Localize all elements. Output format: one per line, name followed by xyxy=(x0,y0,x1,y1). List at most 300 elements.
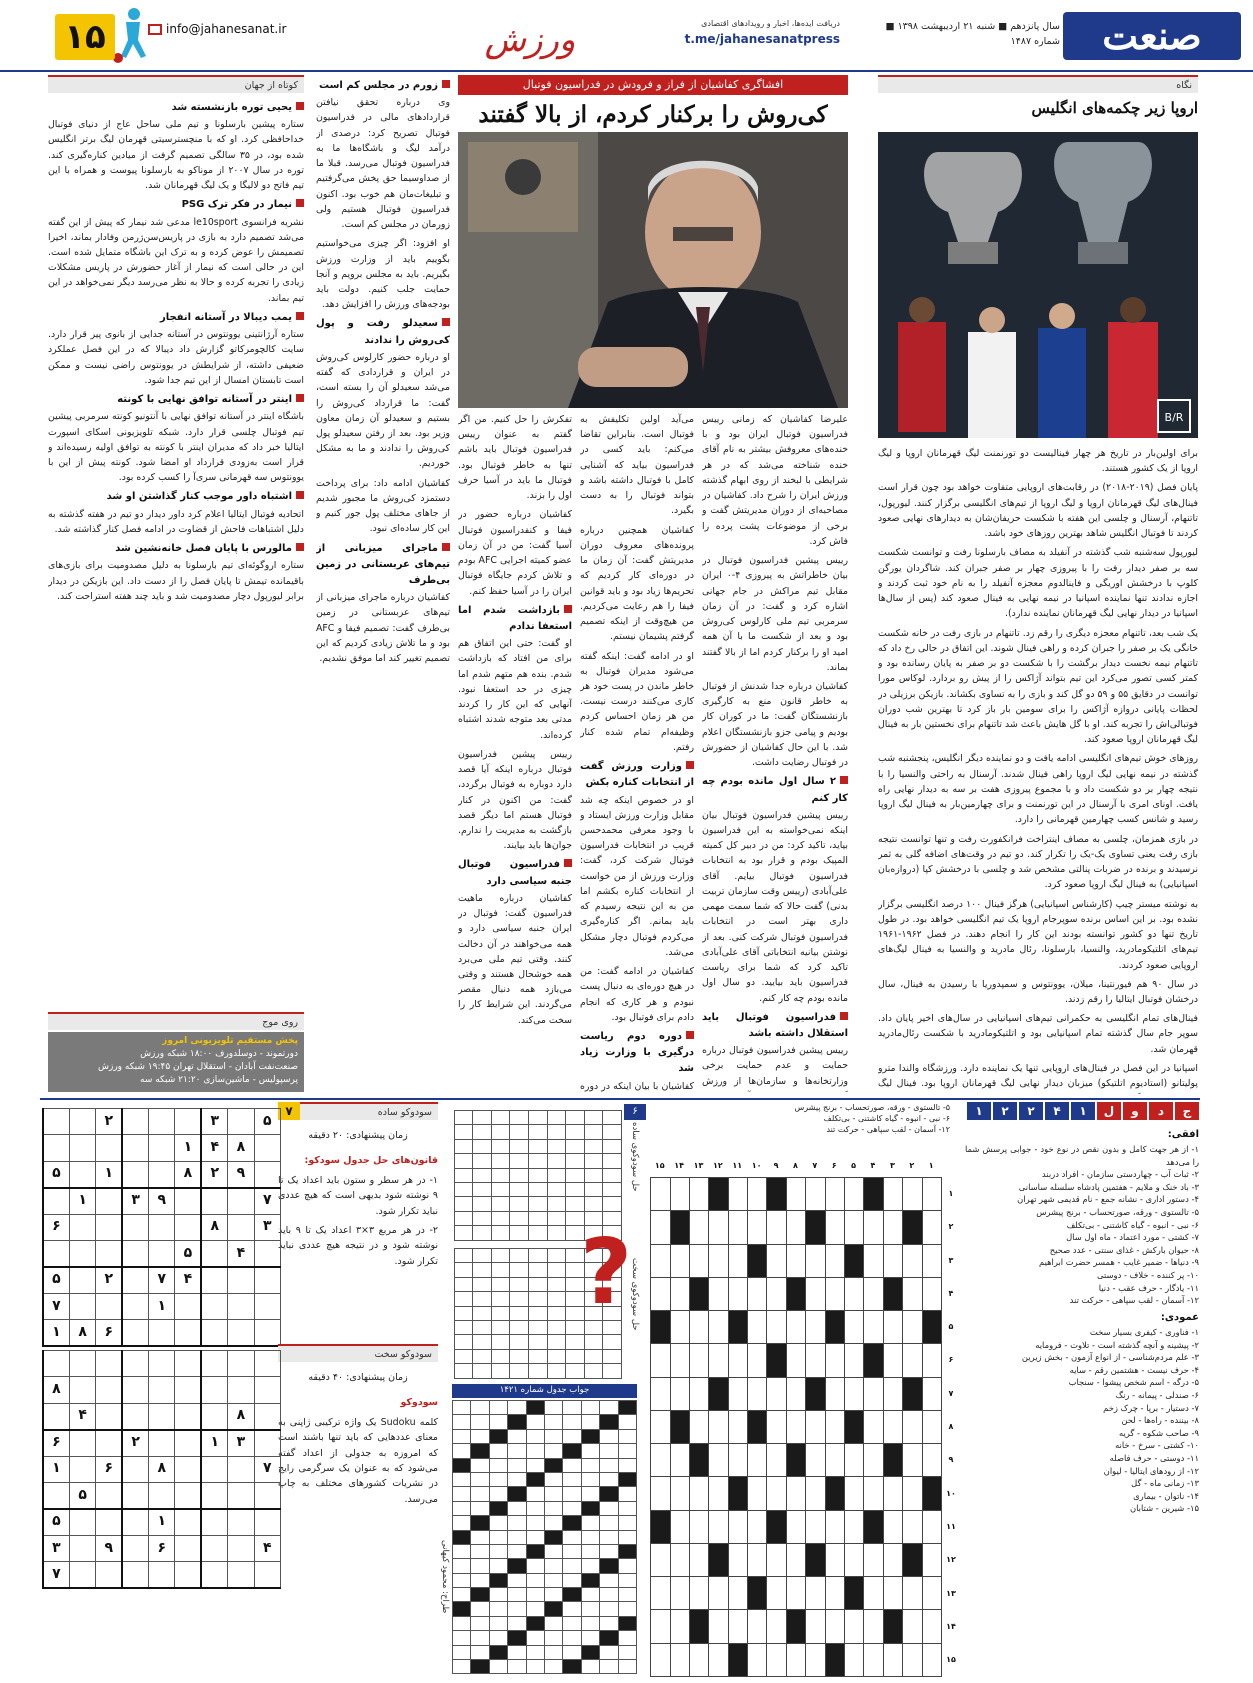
crossword-cell[interactable] xyxy=(767,1377,786,1410)
crossword-cell[interactable] xyxy=(845,1311,864,1344)
crossword-cell[interactable] xyxy=(883,1410,902,1443)
sudoku-cell[interactable] xyxy=(149,1240,175,1266)
sudoku-cell[interactable] xyxy=(43,1240,69,1266)
crossword-cell[interactable] xyxy=(670,1178,689,1211)
sudoku-cell[interactable] xyxy=(254,1430,280,1456)
crossword-cell[interactable] xyxy=(767,1477,786,1510)
crossword-cell[interactable] xyxy=(864,1543,883,1576)
crossword-cell[interactable] xyxy=(864,1311,883,1344)
crossword-cell[interactable] xyxy=(922,1577,941,1610)
sudoku-cell[interactable] xyxy=(69,1135,95,1161)
sudoku-cell[interactable] xyxy=(201,1293,227,1319)
sudoku-cell[interactable] xyxy=(228,1535,254,1561)
crossword-cell[interactable] xyxy=(903,1477,922,1510)
sudoku-cell[interactable] xyxy=(122,1320,148,1346)
crossword-cell[interactable] xyxy=(748,1344,767,1377)
crossword-cell[interactable] xyxy=(883,1178,902,1211)
crossword-cell[interactable] xyxy=(709,1410,728,1443)
crossword-cell[interactable] xyxy=(806,1444,825,1477)
sudoku-cell[interactable] xyxy=(43,1351,69,1377)
crossword-cell[interactable] xyxy=(670,1444,689,1477)
sudoku-cell[interactable] xyxy=(122,1135,148,1161)
sudoku-cell[interactable] xyxy=(254,1240,280,1266)
crossword-cell[interactable] xyxy=(689,1344,708,1377)
crossword-cell[interactable] xyxy=(709,1211,728,1244)
sudoku-cell[interactable] xyxy=(175,1214,201,1240)
sudoku-cell[interactable] xyxy=(228,1188,254,1214)
sudoku-cell[interactable] xyxy=(228,1351,254,1377)
crossword-cell[interactable] xyxy=(689,1577,708,1610)
sudoku-cell[interactable] xyxy=(201,1351,227,1377)
sudoku-cell[interactable] xyxy=(69,1509,95,1535)
crossword-cell[interactable] xyxy=(670,1344,689,1377)
crossword-cell[interactable] xyxy=(845,1277,864,1310)
sudoku-cell[interactable] xyxy=(69,1240,95,1266)
sudoku-cell[interactable] xyxy=(69,1377,95,1403)
crossword-cell[interactable] xyxy=(651,1610,671,1643)
crossword-cell[interactable] xyxy=(767,1643,786,1676)
crossword-cell[interactable] xyxy=(786,1211,805,1244)
sudoku-cell[interactable] xyxy=(201,1509,227,1535)
crossword-cell[interactable] xyxy=(825,1410,844,1443)
crossword-cell[interactable] xyxy=(728,1211,747,1244)
sudoku-cell[interactable] xyxy=(254,1403,280,1429)
crossword-cell[interactable] xyxy=(709,1643,728,1676)
sudoku-cell[interactable] xyxy=(175,1430,201,1456)
crossword-cell[interactable] xyxy=(864,1211,883,1244)
crossword-cell[interactable] xyxy=(922,1377,941,1410)
sudoku-cell[interactable] xyxy=(175,1562,201,1588)
sudoku-cell[interactable] xyxy=(149,1109,175,1135)
crossword-cell[interactable] xyxy=(748,1211,767,1244)
crossword-cell[interactable] xyxy=(825,1178,844,1211)
sudoku-cell[interactable] xyxy=(69,1351,95,1377)
sudoku-easy-grid[interactable] xyxy=(42,1108,281,1347)
sudoku-cell[interactable] xyxy=(175,1403,201,1429)
crossword-cell[interactable] xyxy=(670,1510,689,1543)
crossword-cell[interactable] xyxy=(922,1410,941,1443)
crossword-cell[interactable] xyxy=(845,1543,864,1576)
sudoku-cell[interactable] xyxy=(201,1482,227,1508)
crossword-cell[interactable] xyxy=(922,1610,941,1643)
sudoku-cell[interactable] xyxy=(149,1161,175,1187)
crossword-cell[interactable] xyxy=(728,1377,747,1410)
crossword-cell[interactable] xyxy=(728,1510,747,1543)
crossword-cell[interactable] xyxy=(786,1178,805,1211)
crossword-cell[interactable] xyxy=(903,1444,922,1477)
crossword-cell[interactable] xyxy=(767,1577,786,1610)
crossword-cell[interactable] xyxy=(748,1444,767,1477)
crossword-cell[interactable] xyxy=(651,1577,671,1610)
sudoku-cell[interactable] xyxy=(96,1482,122,1508)
crossword-cell[interactable] xyxy=(709,1610,728,1643)
sudoku-cell[interactable] xyxy=(175,1535,201,1561)
sudoku-cell[interactable] xyxy=(43,1482,69,1508)
sudoku-cell[interactable] xyxy=(228,1509,254,1535)
sudoku-cell[interactable] xyxy=(254,1135,280,1161)
sudoku-cell[interactable] xyxy=(201,1240,227,1266)
crossword-cell[interactable] xyxy=(786,1477,805,1510)
sudoku-cell[interactable] xyxy=(254,1509,280,1535)
sudoku-cell[interactable] xyxy=(69,1109,95,1135)
crossword-cell[interactable] xyxy=(651,1211,671,1244)
crossword-cell[interactable] xyxy=(689,1311,708,1344)
sudoku-cell[interactable] xyxy=(122,1377,148,1403)
crossword-cell[interactable] xyxy=(883,1510,902,1543)
crossword-cell[interactable] xyxy=(922,1344,941,1377)
sudoku-cell[interactable] xyxy=(254,1482,280,1508)
crossword-cell[interactable] xyxy=(806,1244,825,1277)
crossword-cell[interactable] xyxy=(767,1543,786,1576)
sudoku-cell[interactable] xyxy=(175,1320,201,1346)
crossword-cell[interactable] xyxy=(670,1277,689,1310)
crossword-cell[interactable] xyxy=(748,1311,767,1344)
sudoku-cell[interactable] xyxy=(254,1562,280,1588)
crossword-cell[interactable] xyxy=(845,1610,864,1643)
crossword-cell[interactable] xyxy=(651,1178,671,1211)
sudoku-cell[interactable] xyxy=(228,1456,254,1482)
crossword-cell[interactable] xyxy=(728,1277,747,1310)
crossword-cell[interactable] xyxy=(883,1577,902,1610)
crossword-cell[interactable] xyxy=(864,1577,883,1610)
sudoku-cell[interactable] xyxy=(122,1240,148,1266)
sudoku-cell[interactable] xyxy=(175,1351,201,1377)
crossword-cell[interactable] xyxy=(728,1244,747,1277)
crossword-cell[interactable] xyxy=(651,1444,671,1477)
crossword-cell[interactable] xyxy=(670,1643,689,1676)
sudoku-cell[interactable] xyxy=(122,1482,148,1508)
crossword-cell[interactable] xyxy=(806,1410,825,1443)
crossword-cell[interactable] xyxy=(709,1577,728,1610)
crossword-cell[interactable] xyxy=(651,1377,671,1410)
crossword-cell[interactable] xyxy=(922,1178,941,1211)
crossword-cell[interactable] xyxy=(806,1477,825,1510)
sudoku-cell[interactable] xyxy=(228,1320,254,1346)
sudoku-cell[interactable] xyxy=(228,1267,254,1293)
sudoku-cell[interactable] xyxy=(69,1267,95,1293)
sudoku-cell[interactable] xyxy=(201,1188,227,1214)
crossword-cell[interactable] xyxy=(864,1377,883,1410)
crossword-cell[interactable] xyxy=(670,1377,689,1410)
crossword-cell[interactable] xyxy=(806,1178,825,1211)
crossword-cell[interactable] xyxy=(786,1577,805,1610)
sudoku-cell[interactable] xyxy=(254,1161,280,1187)
crossword-cell[interactable] xyxy=(670,1577,689,1610)
sudoku-cell[interactable] xyxy=(228,1109,254,1135)
crossword-cell[interactable] xyxy=(922,1510,941,1543)
sudoku-cell[interactable] xyxy=(254,1293,280,1319)
crossword-cell[interactable] xyxy=(903,1643,922,1676)
crossword-cell[interactable] xyxy=(728,1178,747,1211)
sudoku-cell[interactable] xyxy=(201,1535,227,1561)
crossword-cell[interactable] xyxy=(845,1377,864,1410)
crossword-cell[interactable] xyxy=(689,1543,708,1576)
sudoku-cell[interactable] xyxy=(122,1562,148,1588)
crossword-cell[interactable] xyxy=(748,1510,767,1543)
crossword-cell[interactable] xyxy=(689,1410,708,1443)
crossword-cell[interactable] xyxy=(922,1444,941,1477)
crossword-cell[interactable] xyxy=(806,1643,825,1676)
crossword-cell[interactable] xyxy=(728,1610,747,1643)
crossword-cell[interactable] xyxy=(689,1211,708,1244)
sudoku-cell[interactable] xyxy=(122,1109,148,1135)
crossword-cell[interactable] xyxy=(786,1510,805,1543)
sudoku-cell[interactable] xyxy=(96,1430,122,1456)
crossword-cell[interactable] xyxy=(903,1244,922,1277)
crossword-grid[interactable] xyxy=(650,1177,942,1677)
crossword-cell[interactable] xyxy=(786,1377,805,1410)
sudoku-cell[interactable] xyxy=(69,1535,95,1561)
crossword-cell[interactable] xyxy=(883,1377,902,1410)
sudoku-cell[interactable] xyxy=(149,1562,175,1588)
crossword-cell[interactable] xyxy=(806,1577,825,1610)
crossword-cell[interactable] xyxy=(883,1344,902,1377)
crossword-cell[interactable] xyxy=(786,1543,805,1576)
crossword-cell[interactable] xyxy=(825,1244,844,1277)
sudoku-cell[interactable] xyxy=(254,1320,280,1346)
crossword-cell[interactable] xyxy=(709,1510,728,1543)
crossword-cell[interactable] xyxy=(748,1643,767,1676)
crossword-cell[interactable] xyxy=(864,1410,883,1443)
crossword-cell[interactable] xyxy=(728,1543,747,1576)
sudoku-cell[interactable] xyxy=(175,1482,201,1508)
sudoku-cell[interactable] xyxy=(201,1377,227,1403)
sudoku-cell[interactable] xyxy=(96,1351,122,1377)
crossword-cell[interactable] xyxy=(806,1344,825,1377)
crossword-cell[interactable] xyxy=(883,1477,902,1510)
sudoku-cell[interactable] xyxy=(175,1293,201,1319)
sudoku-cell[interactable] xyxy=(254,1267,280,1293)
crossword-cell[interactable] xyxy=(883,1244,902,1277)
crossword-cell[interactable] xyxy=(728,1444,747,1477)
sudoku-cell[interactable] xyxy=(122,1456,148,1482)
crossword-cell[interactable] xyxy=(883,1643,902,1676)
sudoku-cell[interactable] xyxy=(201,1456,227,1482)
sudoku-cell[interactable] xyxy=(149,1430,175,1456)
sudoku-cell[interactable] xyxy=(122,1403,148,1429)
sudoku-cell[interactable] xyxy=(228,1562,254,1588)
crossword-cell[interactable] xyxy=(767,1444,786,1477)
crossword-cell[interactable] xyxy=(864,1477,883,1510)
crossword-cell[interactable] xyxy=(825,1510,844,1543)
sudoku-cell[interactable] xyxy=(122,1214,148,1240)
crossword-cell[interactable] xyxy=(806,1510,825,1543)
sudoku-cell[interactable] xyxy=(175,1509,201,1535)
crossword-cell[interactable] xyxy=(806,1610,825,1643)
crossword-cell[interactable] xyxy=(709,1444,728,1477)
crossword-cell[interactable] xyxy=(689,1377,708,1410)
sudoku-cell[interactable] xyxy=(122,1267,148,1293)
sudoku-cell[interactable] xyxy=(69,1562,95,1588)
crossword-cell[interactable] xyxy=(786,1311,805,1344)
crossword-cell[interactable] xyxy=(651,1643,671,1676)
sudoku-cell[interactable] xyxy=(96,1509,122,1535)
sudoku-cell[interactable] xyxy=(69,1456,95,1482)
sudoku-cell[interactable] xyxy=(96,1214,122,1240)
crossword-cell[interactable] xyxy=(689,1477,708,1510)
sudoku-cell[interactable] xyxy=(149,1351,175,1377)
sudoku-cell[interactable] xyxy=(96,1188,122,1214)
crossword-cell[interactable] xyxy=(825,1610,844,1643)
sudoku-cell[interactable] xyxy=(122,1535,148,1561)
crossword-cell[interactable] xyxy=(709,1477,728,1510)
crossword-cell[interactable] xyxy=(786,1643,805,1676)
email-text[interactable]: info@jahanesanat.ir xyxy=(166,22,287,36)
crossword-cell[interactable] xyxy=(748,1277,767,1310)
crossword-cell[interactable] xyxy=(670,1311,689,1344)
crossword-cell[interactable] xyxy=(689,1643,708,1676)
sudoku-cell[interactable] xyxy=(149,1482,175,1508)
crossword-cell[interactable] xyxy=(767,1311,786,1344)
crossword-cell[interactable] xyxy=(922,1543,941,1576)
sudoku-cell[interactable] xyxy=(149,1135,175,1161)
sudoku-cell[interactable] xyxy=(228,1482,254,1508)
sudoku-cell[interactable] xyxy=(254,1351,280,1377)
sudoku-cell[interactable] xyxy=(96,1377,122,1403)
crossword-cell[interactable] xyxy=(903,1344,922,1377)
crossword-cell[interactable] xyxy=(651,1277,671,1310)
crossword-cell[interactable] xyxy=(845,1344,864,1377)
crossword-cell[interactable] xyxy=(767,1277,786,1310)
sudoku-cell[interactable] xyxy=(69,1161,95,1187)
crossword-cell[interactable] xyxy=(883,1543,902,1576)
crossword-cell[interactable] xyxy=(767,1610,786,1643)
crossword-cell[interactable] xyxy=(825,1377,844,1410)
sudoku-cell[interactable] xyxy=(254,1377,280,1403)
crossword-cell[interactable] xyxy=(864,1277,883,1310)
crossword-cell[interactable] xyxy=(903,1610,922,1643)
crossword-cell[interactable] xyxy=(806,1277,825,1310)
crossword-cell[interactable] xyxy=(864,1643,883,1676)
crossword-cell[interactable] xyxy=(845,1510,864,1543)
crossword-cell[interactable] xyxy=(709,1244,728,1277)
sudoku-cell[interactable] xyxy=(149,1403,175,1429)
crossword-cell[interactable] xyxy=(670,1477,689,1510)
crossword-cell[interactable] xyxy=(825,1344,844,1377)
crossword-cell[interactable] xyxy=(786,1344,805,1377)
sudoku-cell[interactable] xyxy=(175,1109,201,1135)
sudoku-cell[interactable] xyxy=(43,1403,69,1429)
crossword-cell[interactable] xyxy=(845,1211,864,1244)
crossword-cell[interactable] xyxy=(825,1277,844,1310)
crossword-cell[interactable] xyxy=(670,1610,689,1643)
crossword-cell[interactable] xyxy=(728,1344,747,1377)
crossword-cell[interactable] xyxy=(922,1211,941,1244)
sudoku-cell[interactable] xyxy=(228,1214,254,1240)
crossword-cell[interactable] xyxy=(825,1444,844,1477)
sudoku-cell[interactable] xyxy=(228,1377,254,1403)
contact-email[interactable] xyxy=(148,20,288,39)
sudoku-cell[interactable] xyxy=(149,1214,175,1240)
sudoku-cell[interactable] xyxy=(228,1293,254,1319)
sudoku-cell[interactable] xyxy=(149,1377,175,1403)
crossword-cell[interactable] xyxy=(864,1444,883,1477)
crossword-cell[interactable] xyxy=(845,1477,864,1510)
crossword-cell[interactable] xyxy=(845,1643,864,1676)
sudoku-cell[interactable] xyxy=(96,1403,122,1429)
crossword-cell[interactable] xyxy=(903,1178,922,1211)
sudoku-cell[interactable] xyxy=(175,1188,201,1214)
crossword-cell[interactable] xyxy=(767,1211,786,1244)
crossword-cell[interactable] xyxy=(903,1510,922,1543)
crossword-cell[interactable] xyxy=(786,1244,805,1277)
crossword-cell[interactable] xyxy=(767,1410,786,1443)
crossword-cell[interactable] xyxy=(709,1344,728,1377)
crossword-cell[interactable] xyxy=(670,1543,689,1576)
crossword-cell[interactable] xyxy=(864,1610,883,1643)
crossword-cell[interactable] xyxy=(767,1244,786,1277)
crossword-cell[interactable] xyxy=(728,1410,747,1443)
sudoku-hard-grid[interactable] xyxy=(42,1350,281,1589)
sudoku-cell[interactable] xyxy=(201,1403,227,1429)
telegram-link[interactable]: t.me/jahanesanatpress xyxy=(684,32,840,47)
crossword-cell[interactable] xyxy=(903,1311,922,1344)
sudoku-cell[interactable] xyxy=(96,1562,122,1588)
crossword-cell[interactable] xyxy=(903,1277,922,1310)
sudoku-cell[interactable] xyxy=(96,1135,122,1161)
crossword-cell[interactable] xyxy=(709,1277,728,1310)
crossword-cell[interactable] xyxy=(709,1311,728,1344)
crossword-cell[interactable] xyxy=(825,1577,844,1610)
sudoku-cell[interactable] xyxy=(96,1240,122,1266)
crossword-cell[interactable] xyxy=(651,1344,671,1377)
crossword-cell[interactable] xyxy=(748,1477,767,1510)
crossword-cell[interactable] xyxy=(825,1211,844,1244)
crossword-cell[interactable] xyxy=(903,1577,922,1610)
crossword-cell[interactable] xyxy=(748,1178,767,1211)
crossword-cell[interactable] xyxy=(922,1277,941,1310)
sudoku-cell[interactable] xyxy=(69,1214,95,1240)
crossword-cell[interactable] xyxy=(806,1311,825,1344)
sudoku-cell[interactable] xyxy=(201,1267,227,1293)
sudoku-cell[interactable] xyxy=(122,1293,148,1319)
sudoku-cell[interactable] xyxy=(122,1351,148,1377)
telegram-promo[interactable] xyxy=(660,18,840,49)
crossword-cell[interactable] xyxy=(883,1211,902,1244)
crossword-cell[interactable] xyxy=(689,1178,708,1211)
crossword-cell[interactable] xyxy=(922,1643,941,1676)
crossword-cell[interactable] xyxy=(651,1477,671,1510)
crossword-cell[interactable] xyxy=(728,1577,747,1610)
crossword-cell[interactable] xyxy=(845,1444,864,1477)
crossword-cell[interactable] xyxy=(825,1543,844,1576)
crossword-cell[interactable] xyxy=(864,1244,883,1277)
sudoku-cell[interactable] xyxy=(122,1161,148,1187)
crossword-cell[interactable] xyxy=(748,1377,767,1410)
sudoku-cell[interactable] xyxy=(43,1188,69,1214)
crossword-cell[interactable] xyxy=(670,1244,689,1277)
sudoku-cell[interactable] xyxy=(175,1456,201,1482)
crossword-cell[interactable] xyxy=(922,1244,941,1277)
sudoku-cell[interactable] xyxy=(43,1109,69,1135)
crossword-cell[interactable] xyxy=(689,1510,708,1543)
crossword-cell[interactable] xyxy=(651,1244,671,1277)
crossword-cell[interactable] xyxy=(748,1543,767,1576)
crossword-cell[interactable] xyxy=(651,1410,671,1443)
crossword-cell[interactable] xyxy=(845,1178,864,1211)
sudoku-cell[interactable] xyxy=(201,1562,227,1588)
crossword-cell[interactable] xyxy=(903,1410,922,1443)
sudoku-cell[interactable] xyxy=(69,1293,95,1319)
crossword-cell[interactable] xyxy=(883,1311,902,1344)
sudoku-cell[interactable] xyxy=(96,1293,122,1319)
crossword-cell[interactable] xyxy=(786,1410,805,1443)
sudoku-cell[interactable] xyxy=(175,1377,201,1403)
sudoku-cell[interactable] xyxy=(122,1509,148,1535)
sudoku-cell[interactable] xyxy=(201,1320,227,1346)
sudoku-cell[interactable] xyxy=(43,1135,69,1161)
sudoku-cell[interactable] xyxy=(149,1320,175,1346)
